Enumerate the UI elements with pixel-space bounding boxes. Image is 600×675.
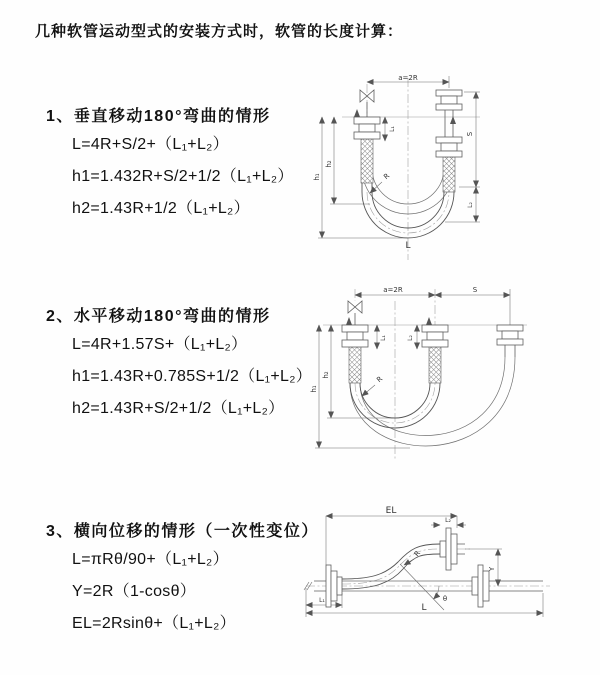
section-2-formula-h1: h1=1.43R+0.785S+1/2（L₁+L₂） [72,368,313,385]
centerlines [355,289,435,459]
length-label: L [405,241,411,251]
left-braid [361,139,373,183]
left-flange [342,325,368,347]
middle-flange [422,325,448,347]
radius-label: R [382,171,392,182]
dim-label-y: Y [488,566,496,572]
dim-label-l1: L₁ [389,126,396,132]
page-title: 几种软管运动型式的安装方式时，软管的长度计算： [35,23,404,40]
left-flange [354,117,380,139]
section-3-formula-EL: EL=2Rsinθ+（L₁+L₂） [72,615,236,632]
diagram-vertical-180-bend [308,72,600,267]
section-1-formula-h2: h2=1.43R+1/2（L₁+L₂） [72,200,250,217]
dim-label-l2: L₂ [407,335,414,341]
dim-label-l2: L₂ [467,202,474,208]
hose-displaced [342,544,440,589]
dim-label-l1: L₁ [319,597,325,604]
section-1-heading: 1、垂直移动180°弯曲的情形 [46,108,271,125]
dim-label-h1: h₁ [310,385,318,393]
dim-label-h2: h₂ [325,160,333,168]
dim-label-s: S [472,286,478,294]
right-flange [497,325,523,345]
dim-label-l2: L₂ [445,517,451,524]
left-braid [349,347,361,383]
section-3-formula-L: L=πRθ/90+（L₁+L₂） [72,551,229,568]
middle-braid [429,347,441,383]
radius-label: R [412,549,423,559]
diagram-horizontal-180-bend [305,283,600,468]
dim-label-a2r: a=2R [383,286,403,294]
movement-arrow-icons [346,317,432,325]
angle-theta-label: θ [442,595,448,603]
valve-icon [360,90,374,117]
dimension-lines [306,516,543,617]
dim-label-el: EL [385,506,397,516]
right-pipe [505,345,515,357]
section-3-heading: 3、横向位移的情形（一次性变位） [46,523,319,540]
length-label: L [421,603,427,613]
section-2-formula-L: L=4R+1.57S+（L₁+L₂） [72,336,248,353]
dim-label-l1: L₁ [380,335,387,341]
section-1-formula-L: L=4R+S/2+（L₁+L₂） [72,136,229,153]
section-2-formula-h2: h2=1.43R+S/2+1/2（L₁+L₂） [72,400,285,417]
radius-label: R [375,374,385,385]
dim-label-h1: h₁ [313,173,321,181]
right-flange-lower [436,137,462,157]
section-3-formula-Y: Y=2R（1-cosθ） [72,583,197,600]
dim-label-a2r: a=2R [398,74,418,82]
dim-label-h2: h₂ [322,371,330,379]
right-flange-upper [436,90,462,110]
right-braid [443,157,455,192]
section-2-heading: 2、水平移动180°弯曲的情形 [46,308,271,325]
dim-label-s: S [466,131,474,137]
diagram-lateral-displacement [298,498,600,653]
section-1-formula-h1: h1=1.432R+S/2+1/2（L₁+L₂） [72,168,294,185]
